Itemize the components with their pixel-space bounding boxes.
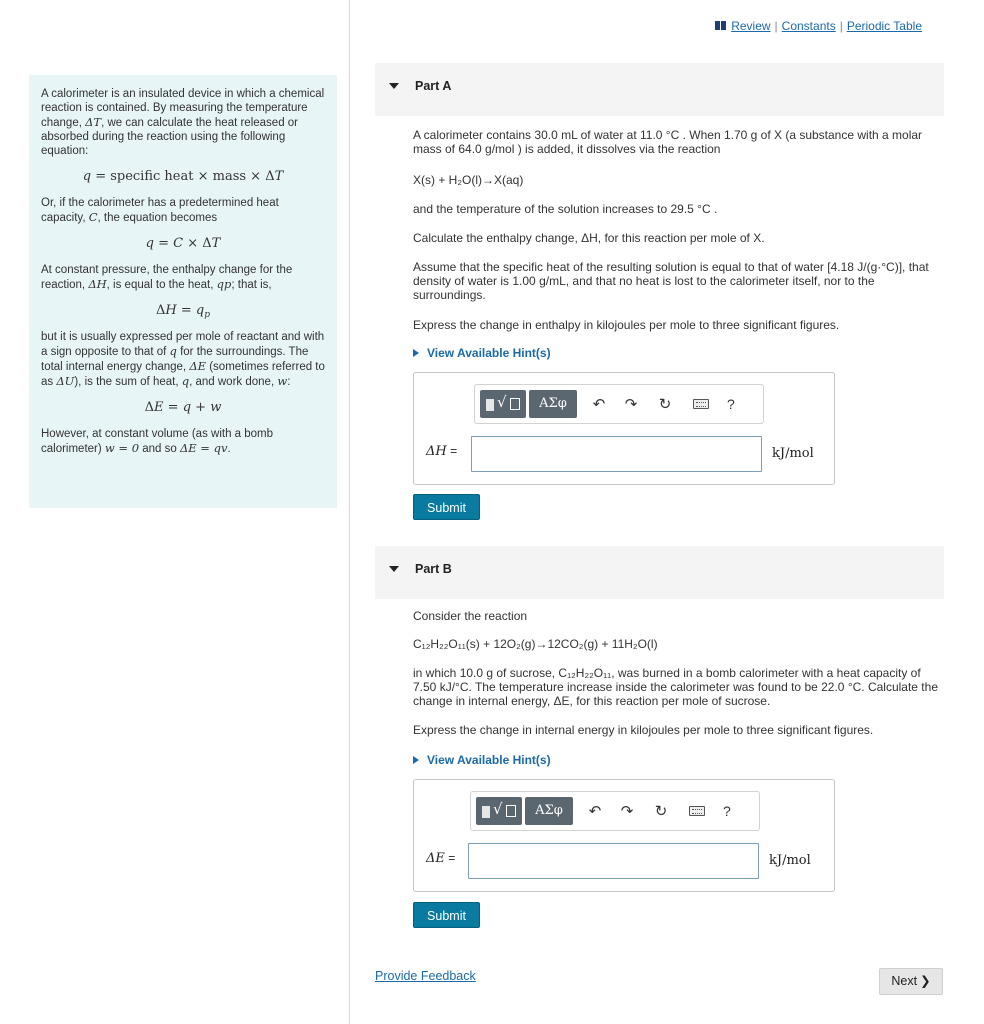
templates-button[interactable] bbox=[476, 797, 522, 825]
hint-label: View Available Hint(s) bbox=[427, 346, 551, 360]
part-b-reaction: C₁₂H₂₂O₁₁(s) + 12O₂(g)→12CO₂(g) + 11H₂O(l) bbox=[413, 637, 658, 651]
part-b-hint[interactable] bbox=[413, 753, 943, 767]
answer-unit: kJ/mol bbox=[769, 853, 811, 868]
part-a-question-4: Assume that the specific heat of the resulting solution is equal to that of water [4.18 J/(g·°C)], that density of water is 1.00 g/mL, and that no heat is lost to the calorimeter itself, nor to the surroundings. bbox=[413, 260, 929, 302]
link-separator: | bbox=[839, 19, 843, 33]
enthalpy-answer-input[interactable] bbox=[471, 436, 762, 472]
panel-divider bbox=[349, 0, 350, 1024]
help-icon[interactable]: ? bbox=[723, 803, 731, 819]
intro-panel bbox=[29, 75, 337, 508]
greek-symbols-button[interactable]: ΑΣφ bbox=[525, 797, 573, 825]
undo-icon[interactable]: ↶ bbox=[588, 802, 602, 820]
math-toolbar bbox=[474, 384, 764, 424]
part-b-submit-button[interactable]: Submit bbox=[413, 902, 480, 928]
part-b-question-1: Consider the reaction bbox=[413, 609, 528, 623]
periodic-table-link[interactable]: Periodic Table bbox=[846, 19, 922, 33]
expand-triangle-icon bbox=[413, 756, 419, 764]
intro-paragraph-5: However, at constant volume (as with a bomb calorimeter) w = 0 and so ΔE = qv. bbox=[41, 428, 274, 455]
part-b-answer-box bbox=[413, 779, 835, 892]
part-a-question-1: A calorimeter contains 30.0 mL of water at 11.0 °C . When 1.70 g of X (a substance with a molar mass of 64.0 g/mol ) is added, it dissolves via the reaction bbox=[413, 128, 923, 156]
reset-icon[interactable]: ↻ bbox=[658, 395, 672, 413]
keyboard-icon[interactable] bbox=[693, 399, 709, 409]
redo-icon[interactable]: ↷ bbox=[620, 802, 634, 820]
intro-paragraph-3: At constant pressure, the enthalpy change for the reaction, ΔH, is equal to the heat, qp; that is, bbox=[41, 264, 293, 291]
constants-link[interactable]: Constants bbox=[781, 19, 836, 33]
template-square-icon bbox=[486, 399, 494, 411]
radical-icon: √ bbox=[497, 393, 507, 411]
expand-triangle-icon bbox=[413, 349, 419, 357]
next-button[interactable] bbox=[879, 968, 943, 995]
provide-feedback-link[interactable]: Provide Feedback bbox=[375, 969, 476, 983]
redo-icon[interactable]: ↷ bbox=[624, 395, 638, 413]
collapse-triangle-icon bbox=[389, 566, 399, 572]
template-square-icon bbox=[506, 805, 516, 817]
part-a-header[interactable] bbox=[375, 63, 944, 116]
part-a-title: Part A bbox=[415, 79, 452, 93]
answer-label: ΔE = bbox=[426, 851, 456, 866]
part-a-instruction: Express the change in enthalpy in kilojoules per mole to three significant figures. bbox=[413, 318, 840, 332]
part-b-instruction: Express the change in internal energy in kilojoules per mole to three significant figures. bbox=[413, 723, 874, 737]
help-icon[interactable]: ? bbox=[727, 396, 735, 412]
chevron-right-icon: ❯ bbox=[920, 974, 931, 988]
next-label: Next bbox=[891, 974, 918, 988]
templates-button[interactable] bbox=[480, 390, 526, 418]
intro-paragraph-4: but it is usually expressed per mole of reactant and with a sign opposite to that of q for the surroundings. The total internal energy change, ΔE (sometimes referred to as ΔU), is the sum of heat, q, and work done, w: bbox=[41, 331, 325, 388]
template-square-icon bbox=[482, 806, 490, 818]
part-a-question-3: Calculate the enthalpy change, ΔH, for this reaction per mole of X. bbox=[413, 231, 765, 245]
part-a-hint[interactable] bbox=[413, 346, 943, 360]
part-a-submit-button[interactable]: Submit bbox=[413, 494, 480, 520]
template-square-icon bbox=[510, 398, 520, 410]
part-a-question-2: and the temperature of the solution increases to 29.5 °C . bbox=[413, 202, 718, 216]
collapse-triangle-icon bbox=[389, 83, 399, 89]
part-b-title: Part B bbox=[415, 562, 452, 576]
intro-paragraph-1: A calorimeter is an insulated device in which a chemical reaction is contained. By measuring the temperature change, ΔT, we can calculate the heat released or absorbed during the reaction using the following equation: bbox=[41, 88, 325, 157]
part-a-answer-box bbox=[413, 372, 835, 485]
equation-internal-energy: ΔE = q + w bbox=[144, 400, 222, 415]
internal-energy-answer-input[interactable] bbox=[468, 843, 759, 879]
top-links bbox=[715, 19, 922, 33]
radical-icon: √ bbox=[493, 800, 503, 818]
part-b-header[interactable] bbox=[375, 546, 944, 599]
reset-icon[interactable]: ↻ bbox=[654, 802, 668, 820]
undo-icon[interactable]: ↶ bbox=[592, 395, 606, 413]
part-a-reaction: X(s) + H₂O(l)→X(aq) bbox=[413, 173, 524, 187]
greek-symbols-button[interactable]: ΑΣφ bbox=[529, 390, 577, 418]
answer-unit: kJ/mol bbox=[772, 446, 814, 461]
keyboard-icon[interactable] bbox=[689, 806, 705, 816]
book-icon bbox=[715, 21, 727, 30]
intro-paragraph-2: Or, if the calorimeter has a predetermined heat capacity, C, the equation becomes bbox=[41, 197, 279, 224]
link-separator: | bbox=[774, 19, 778, 33]
hint-label: View Available Hint(s) bbox=[427, 753, 551, 767]
math-toolbar bbox=[470, 791, 760, 831]
answer-label: ΔH = bbox=[426, 444, 458, 459]
review-link[interactable]: Review bbox=[731, 19, 771, 33]
equation-enthalpy: $\Delta H = q_p$ bbox=[156, 303, 210, 320]
part-b-question-2: in which 10.0 g of sucrose, C₁₂H₂₂O₁₁, was burned in a bomb calorimeter with a heat capacity of 7.50 kJ/°C. The temperature increase inside the calorimeter was found to be 22.0 °C. Calculate the change in internal energy, ΔE, for this reaction per mole of sucrose. bbox=[413, 666, 938, 708]
equation-heat-capacity: q = C × ΔT bbox=[145, 236, 221, 251]
equation-specific-heat: q = specific heat × mass × ΔT bbox=[82, 169, 284, 184]
